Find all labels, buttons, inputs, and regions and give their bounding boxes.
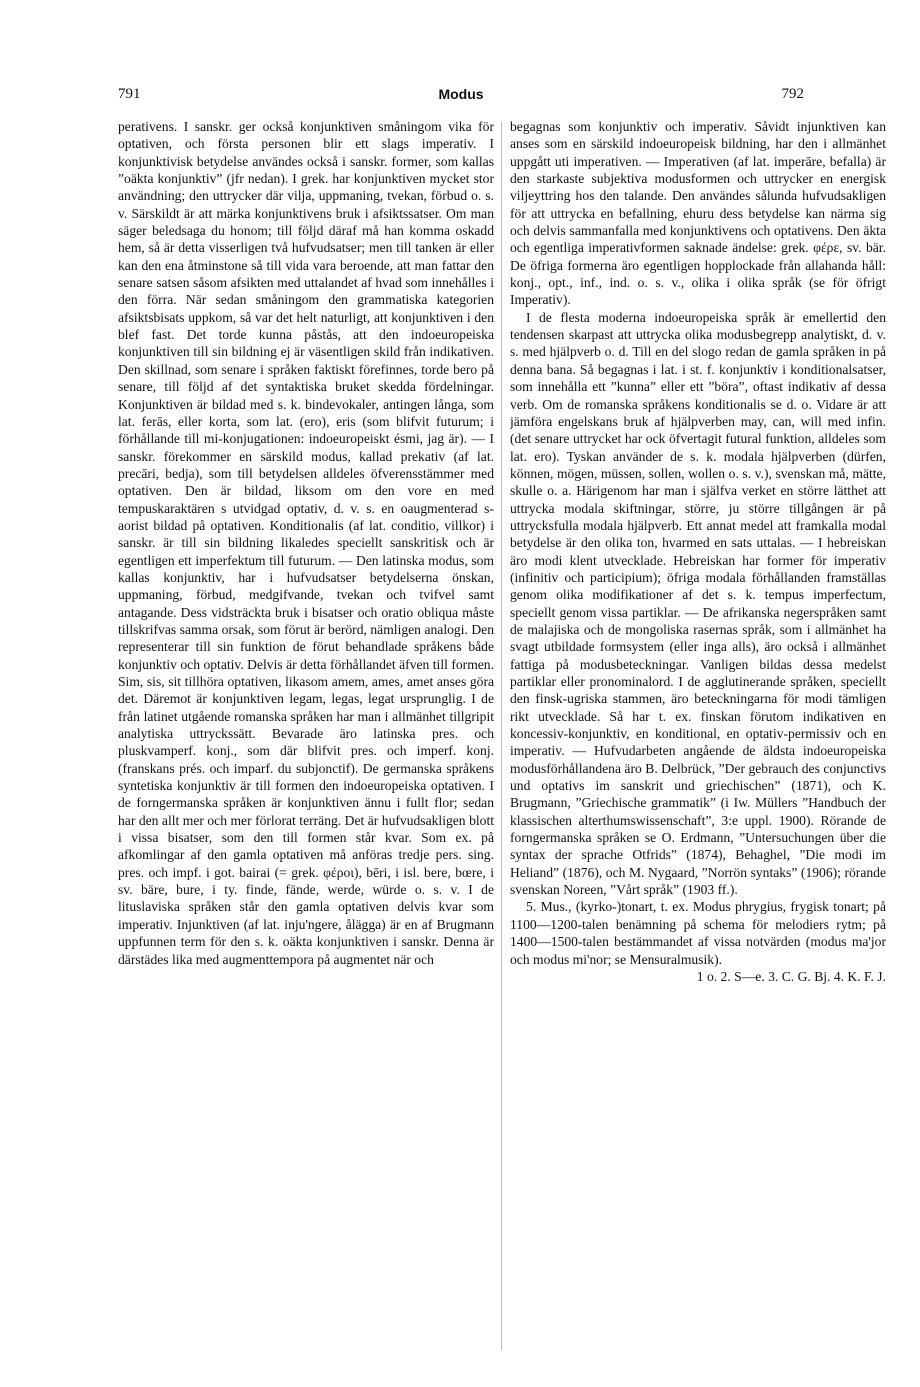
right-paragraph-1: begagnas som konjunktiv och imperativ. Såvidt injunktiven kan anses som en särskild indoeuropeisk bildning, har den i allmänhet uppgått uti imperativen. — Imperativen (af lat. imperāre, befalla) är den starkaste subjektiva modusformen och uttrycker en energisk viljeyttring hos den talande. Den användes sålunda hufvudsakligen för att uttrycka en befallning, ehuru dess betydelse kan närma sig och delvis sammanfalla med konjunktivens och optativens. Den äkta och egentliga imperativformen saknade ändelse: grek. φέρε, sv. bär. De öfriga formerna äro egentligen hopplockade från allahanda håll: konj., opt., inf., ind. o. s. v., olika i olika språk (se för öfrigt Imperativ). (510, 119, 886, 308)
page-number-left: 791 (118, 86, 141, 102)
running-header (118, 86, 804, 108)
page-number-right: 792 (781, 86, 804, 102)
author-signatures: 1 o. 2. S—e. 3. C. G. Bj. 4. K. F. J. (696, 968, 886, 984)
right-paragraph-2: I de flesta moderna indoeuropeiska språk är emellertid den tendensen skarpast att uttrycka olika modusbegrepp analytiskt, d. v. s. med hjälpverb o. d. Till en del slogo redan de gamla språken in på denna bana. Så begagnas i lat. i st. f. konjunktiv i konditionalsatser, som innehålla ett ”kunna” eller ett ”böra”, oftast indikativ af dessa verb. Om de romanska språkens konditionalis se d. o. Vidare är att jämföra engelskans bruk af hjälpverben may, can, will med infin. (det senare uttrycket har ock öfvertagit futural funktion, alldeles som lat. ero). Tyskan använder de s. k. modala hjälpverben (dürfen, können, mögen, müssen, sollen, wollen o. s. v.), svenskan må, mätte, skulle o. a. Härigenom har man i själfva verket en större lätthet att uttrycka modala skiftningar, större, ju större tillgången är på uttrycksfulla modala hjälpverb. Ett annat medel att framkalla modal betydelse är den olika ton, hvarmed en sats uttalas. — I hebreiskan äro modi klent utvecklade. Hebreiskan har former för imperativ (infinitiv och participium); öfriga modala förhållanden framställas genom olika modifikationer af det s. k. tempus imperfectum, speciellt genom vissa partiklar. — De afrikanska negerspråken samt de malajiska och de mongoliska rasernas språk, som i allmänhet ha svagt utbildade formsystem (eller inga alls), äro också i allmänhet fattiga på modusbeteckningar. Vanligen bildas dessa medelst partiklar eller pronominalord. I de agglutinerande språken, speciellt den finsk-ugriska stammen, äro beteckningarna för modi tämligen rikt utvecklade. Så har t. ex. finskan förutom indikativen en koncessiv-konjunktiv, en konditional, en optativ-permissiv och en imperativ. — Hufvudarbeten angående de äldsta indoeuropeiska modusförhållandena äro B. Delbrück, ”Der gebrauch des conjunctivs und optativs im sanskrit und griechischen” (1871), och K. Brugmann, ”Griechische grammatik” (i Iw. Müllers ”Handbuch der klassischen alterthumswissenschaft”, 3:e uppl. 1900). Rörande de forngermanska språken se O. Erdmann, ”Untersuchungen über die syntax der sprache Otfrids” (1874), Behaghel, ”Die modi im Heliand” (1876), och M. Nygaard, ”Norrön syntaks” (1906); rörande svenskan Noreen, ”Vårt språk” (1903 ff.). (510, 309, 886, 898)
right-paragraph-music: 5. Mus., (kyrko-)tonart, t. ex. Modus phrygius, frygisk tonart; på 1100—1200-talen benämning på schema för melodiers rytm; på 1400—1500-talen bestämmandet af vissa notvärden (modus ma'jor och modus mi'nor; se Mensuralmusik). (510, 899, 886, 967)
right-column (510, 118, 886, 1368)
header-title: Modus (438, 86, 484, 102)
left-column (118, 118, 494, 1368)
left-paragraph-1: perativens. I sanskr. ger också konjunktiven småningom vika för optativen, och första personen blir ett slags imperativ. I konjunktivisk betydelse användes också i sanskr. former, som kallas ”oäkta konjunktiv” (jfr nedan). I grek. har konjunktiven mycket stor användning; den uttrycker där vilja, uppmaning, tvekan, förbud o. s. v. Särskildt är att märka konjunktivens bruk i afsiktssatser. Om man säger beledsaga du honom; till följd däraf må han komma oskadd hem, så är detta visserligen två hufvudsatser; men till tanken är eller kan den ena åtminstone så till vida vara beroende, att man fattar den senare satsen såsom afsikten med uttalandet af hvad som innehålles i den förra. När sedan småningom den grammatiska kategorien afsiktsbisats uppkom, så var det helt naturligt, att konjunktiven i den blef fast. Det torde kunna påstås, att den indoeuropeiska konjunktiven till sin bildning ej är väsentligen skild från indikativen. Den skillnad, som senare i språken faktiskt förefinnes, torde bero på senare, till följd af det syntaktiska bruket skedda fördelningar. Konjunktiven är bildad med s. k. bindevokaler, antingen långa, som lat. ferās, eller korta, som lat. (ero), eris (som blifvit futurum; i förhållande till mi-konjugationen: indoeuropeiskt ésmi, jag är). — I sanskr. förekommer en särskild modus, kallad prekativ (af lat. precāri, bedja), som till betydelsen alldeles öfverensstämmer med optativen. Den är bildad, liksom om den vore en med tempuskaraktären s utvidgad optativ, d. v. s. en oaugmenterad s-aorist bildad på optativen. Konditionalis (af lat. conditio, villkor) i sanskr. är till sin bildning likaledes speciellt sanskritisk och är egentligen ett imperfektum till futurum. — Den latinska modus, som kallas konjunktiv, har i hufvudsatser betydelserna önskan, uppmaning, förbud, medgifvande, tvekan och tvifvel samt antagande. Dess vidsträckta bruk i bisatser och oratio obliqua måste tillskrifvas samma orsak, som förut är berörd, nämligen analogi. Den representerar till sin funktion de förut behandlade språkens både konjunktiv och optativ. Delvis är detta förhållandet äfven till formen. Sim, sis, sit tillhöra optativen, likasom amem, ames, amet anses göra det. Däremot är konjunktiven legam, legas, legat ursprunglig. I de från latinet utgående romanska språken har man i allmänhet tillgripit analytiska uttryckssätt. Bevarade äro latinska pres. och pluskvamperf. konj., som där blifvit pres. och imperf. konj. (franskans prés. och imparf. du subjonctif). De germanska språkens syntetiska konjunktiv är till formen den indoeuropeiska optativen. I de forngermanska språken är konjunktiven ännu i fullt flor; sedan har den allt mer och mer förlorat terräng. Det är hufvudsakligen blott i vissa bisatser, som den till formen står kvar. Som ex. på afkomlingar af den gamla optativen må anföras tredje pers. sing. pres. och impf. i got. bairai (= grek. φέροι), bēri, i isl. bere, bœre, i sv. bäre, bure, i ty. finde, fände, werde, würde o. s. v. I de lituslaviska språken står den gamla optativen delvis kvar som imperativ. Injunktiven (af lat. inju'ngere, ålägga) är en af Brugmann uppfunnen term för den s. k. oäkta konjunktiven i sanskr. Denna är därstädes lika med augmenttempora på augmentet när och (118, 119, 494, 967)
column-divider (501, 122, 502, 1350)
